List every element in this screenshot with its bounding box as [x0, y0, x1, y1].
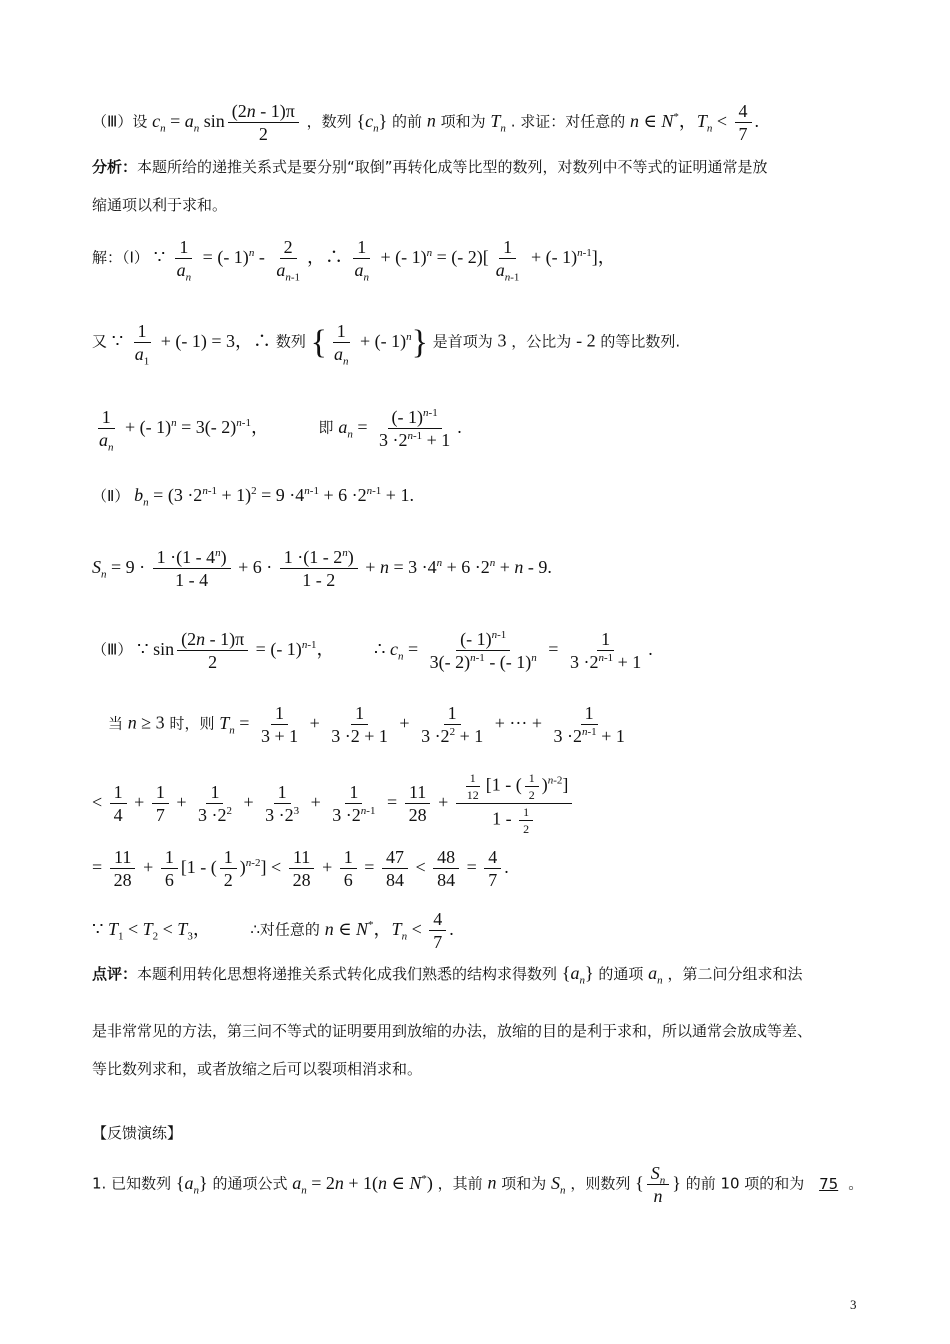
- solution-part3-ineq1: < $\frac{1}{4}$ + $\frac{1}{7}$ + $\frac{1}{3 \cdot 2^2}$ + $\frac{1}{3 \cdot 2^3}$ + $\frac{1}{3 \cdot 2^{n-1}}$ = $\frac{11}{28}$ + $\frac{1}{12}$ [1 - ( $\frac{1}{2}$ )$^{n-2}$] 1 - $\frac{1}{2}$: [92, 772, 880, 835]
- solution-part2-sn: $S_n = 9$ · $\frac{1 \cdot(1 - 4^n)}{1 - 4}$ + 6 · $\frac{1 \cdot(1 - 2^n)}{1 - 2}$ + $n = 3 \cdot 4^n + 6 \cdot 2^n + n - 9$.: [92, 547, 552, 590]
- comment-line-3: 等比数列求和，或者放缩之后可以裂项相消求和。: [92, 1060, 423, 1078]
- solution-part3-conclusion: ∵ $T_1 < T_2 < T_3$， ∴对任意的 n ∈ N*，$T_n$ < $\frac{4}{7}$ .: [92, 909, 454, 952]
- exercise-1: 1. 已知数列 $\{a_n\}$ 的通项公式 $a_n = 2n + 1(n$ ∈ N*) ，其前 n 项和为 $S_n$ ，则数列 { $\frac{S_n}{n}$ } 的前 10 项的和为 75 。: [92, 1163, 864, 1206]
- solution-part2-bn: （Ⅱ） $b_n = (3 \cdot 2^{n-1} + 1)^2 = 9 \cdot 4^{n-1} + 6 \cdot 2^{n-1} + 1$.: [92, 485, 414, 509]
- feedback-title: 【反馈演练】: [92, 1124, 183, 1142]
- solution-also: 又 ∵ $\frac{1}{a_1}$ + (- 1) = 3，∴ 数列 { $\frac{1}{a_n}$ + (- 1)$^n$} 是首项为 3 ，公比为 - 2 的等比数列.: [92, 321, 681, 368]
- part3-statement: （Ⅲ）设 $c_n = a_n$ sin $\frac{(2n - 1)\pi}{2}$ ，数列 $\{c_n\}$ 的前 n 项和为 $T_n$ . 求证：对任意的 n ∈ N*，$T_n$ < $\frac{4}{7}$ .: [92, 101, 760, 144]
- solution-part1: 解：（Ⅰ） ∵ $\frac{1}{a_n}$ = (- 1)$^n$ - $\frac{2}{a_{n-1}}$ ，∴ $\frac{1}{a_n}$ + (- 1)$^n$ = (- 2)[ $\frac{1}{a_{n-1}}$ + (- 1)$^{n-1}$]，: [92, 237, 616, 284]
- comment-line-1: 点评：本题利用转化思想将递推关系式转化成我们熟悉的结构求得数列 $\{a_n\}$ 的通项 $a_n$ ，第二问分组求和法: [92, 963, 803, 987]
- analysis-line-1: 分析：本题所给的递推关系式是要分别“取倒”再转化成等比型的数列，对数列中不等式的证明通常是放: [92, 158, 768, 176]
- solution-part3-tn: 当 n ≥ 3 时，则 $T_n$ = $\frac{1}{3 + 1}$ + $\frac{1}{3 \cdot 2 + 1}$ + $\frac{1}{3 \cdot 2^2 + 1}$ + ··· + $\frac{1}{3 \cdot 2^{n-1} + 1}$: [108, 703, 625, 746]
- exercise-1-answer: 75: [819, 1174, 839, 1193]
- page-number: 3: [850, 1297, 857, 1312]
- comment-line-2: 是非常常见的方法，第三问不等式的证明要用到放缩的办法，放缩的目的是利于求和，所以通常会放成等差、: [92, 1022, 813, 1040]
- analysis-line-2: 缩通项以利于求和。: [92, 196, 228, 214]
- solution-an: $\frac{1}{a_n}$ + (- 1)$^n$ = 3(- 2)$^{n-1}$， 即 $a_n$ = $\frac{(- 1)^{n-1}}{3 \cdot 2^{n-1} + 1}$ .: [99, 407, 462, 454]
- solution-part3-ineq2: = $\frac{11}{28}$ + $\frac{1}{6}$ [1 - ( $\frac{1}{2}$ )$^{n-2}$] < $\frac{11}{28}$ + $\frac{1}{6}$ = $\frac{47}{84}$ < $\frac{48}{84}$ = $\frac{4}{7}$ .: [92, 847, 509, 890]
- solution-part3-cn: （Ⅲ） ∵ sin $\frac{(2n - 1)\pi}{2}$ = (- 1)$^{n-1}$， ∴ $c_n$ = $\frac{(- 1)^{n-1}}{3(- 2)^{n-1} - (- 1)^n}$ = $\frac{1}{3 \cdot 2^{n-1} + 1}$ .: [92, 629, 653, 672]
